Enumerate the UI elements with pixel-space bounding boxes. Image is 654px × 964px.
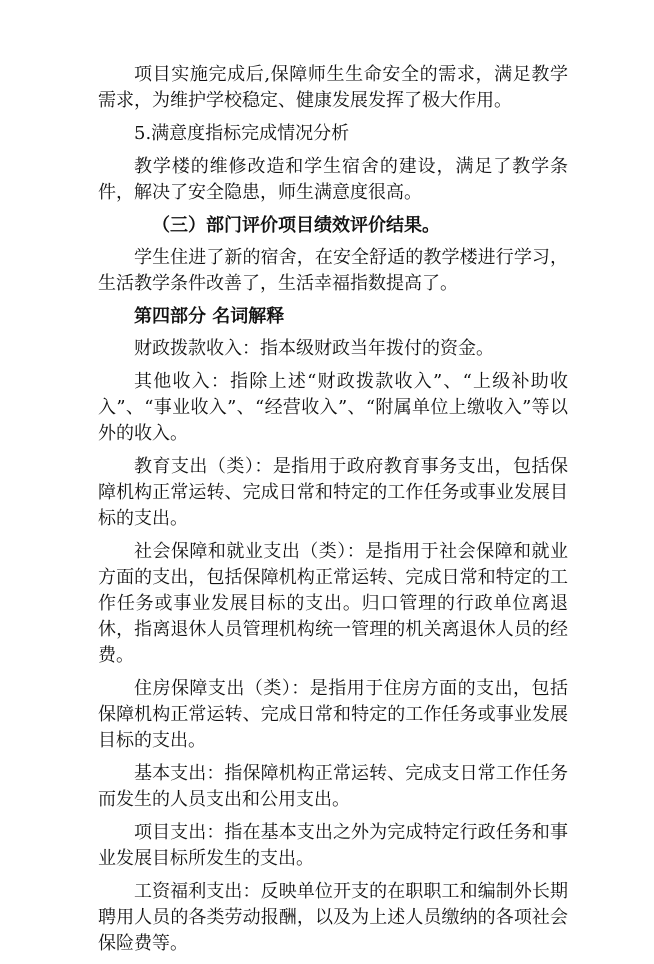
- heading-part-four-glossary: 第四部分 名词解释: [134, 306, 285, 327]
- heading-department-evaluation: （三）部门评价项目绩效评价结果。: [152, 215, 440, 236]
- definition-housing-expenditure: 住房保障支出（类）：是指用于住房方面的支出，包括保障机构正常运转、完成日常和特定的工作任务或事业发展目标的支出。: [98, 678, 568, 751]
- paragraph-project-completion: 项目实施完成后,保障师生生命安全的需求，满足教学需求，为维护学校稳定、健康发展发挥了极大作用。: [98, 64, 568, 111]
- definition-fiscal-appropriation: 财政拨款收入：指本级财政当年拨付的资金。: [134, 338, 494, 359]
- definition-social-security-expenditure: 社会保障和就业支出（类）：是指用于社会保障和就业方面的支出，包括保障机构正常运转、完成日常和特定的工作任务或事业发展目标的支出。归口管理的行政单位离退休，指离退休人员管理机构统一管理的机关离退休人员的经费。: [98, 541, 568, 666]
- definition-education-expenditure: 教育支出（类）：是指用于政府教育事务支出，包括保障机构正常运转、完成日常和特定的工作任务或事业发展目标的支出。: [98, 456, 568, 529]
- definition-basic-expenditure: 基本支出：指保障机构正常运转、完成支日常工作任务而发生的人员支出和公用支出。: [98, 763, 568, 810]
- subheading-satisfaction-analysis: 5.满意度指标完成情况分析: [134, 123, 350, 144]
- definition-salary-welfare-expenditure: 工资福利支出：反映单位开支的在职职工和编制外长期聘用人员的各类劳动报酬，以及为上述人员缴纳的各项社会保险费等。: [98, 881, 568, 954]
- document-page: [98, 62, 568, 964]
- definition-other-income: 其他收入：指除上述“财政拨款收入”、“上级补助收入”、“事业收入”、“经营收入”、“附属单位上缴收入”等以外的收入。: [98, 371, 568, 444]
- definition-project-expenditure: 项目支出：指在基本支出之外为完成特定行政任务和事业发展目标所发生的支出。: [98, 822, 568, 869]
- paragraph-satisfaction: 教学楼的维修改造和学生宿舍的建设，满足了教学条件，解决了安全隐患，师生满意度很高。: [98, 156, 568, 203]
- paragraph-evaluation-result: 学生住进了新的宿舍，在安全舒适的教学楼进行学习，生活教学条件改善了，生活幸福指数提高了。: [98, 247, 568, 294]
